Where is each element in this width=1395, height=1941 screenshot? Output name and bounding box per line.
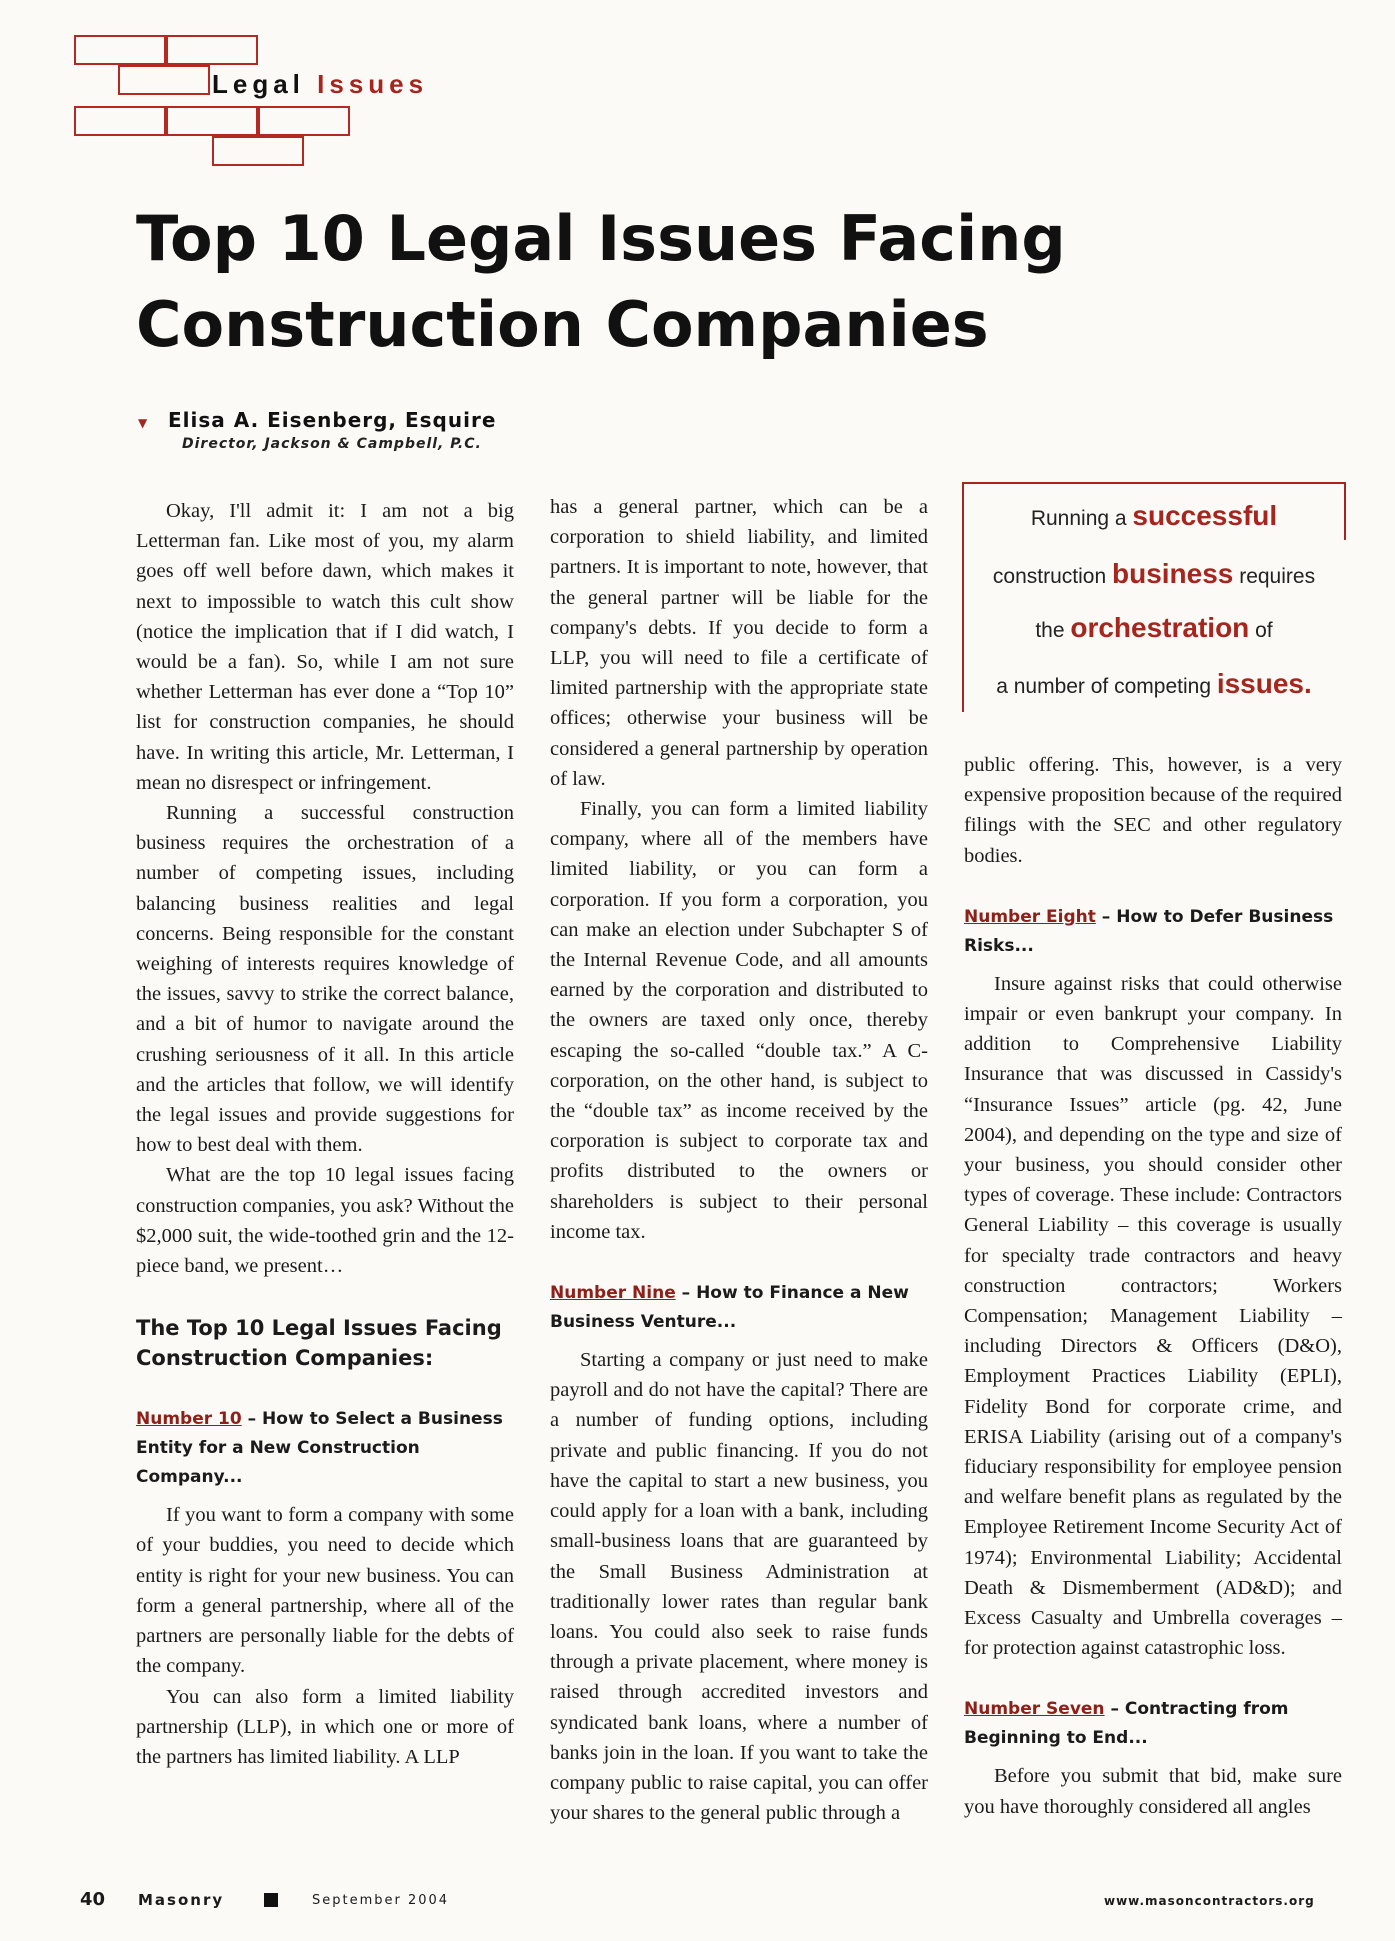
subheading-number: Number Seven [964,1699,1105,1720]
pull-quote [962,482,1346,726]
website-url: www.masoncontractors.org [1104,1894,1315,1908]
pull-quote-line [964,558,1344,590]
subheading-title: – Contracting from Beginning to End... [964,1699,1289,1749]
subheading-title: – How to Finance a New Business Venture... [550,1283,909,1333]
pq-keyword: business [1111,558,1234,589]
author-role: Director, Jackson & Campbell, P.C. [182,436,482,452]
subheading-number-eight [964,903,1342,961]
title-line-1: Top 10 Legal Issues Facing [136,202,1066,275]
subheading-title: – How to Defer Business Risks... [964,906,1334,956]
author-name: Elisa A. Eisenberg, Esquire [168,408,497,432]
paragraph: Starting a company or just need to make payroll and do not have the capital? There are a number of funding options, including private and public financing. If you do not have the capital to start a new business, you could apply for a loan with a bank, including small-business loans that are guaranteed by the Small Business Administration at traditionally lower rates than regular bank loans. You could also seek to raise funds through a private placement, where money is raised through accredited investors and syndicated bank loans, where a number of banks join in the loan. If you want to take the company public to raise capital, you can offer your shares to the general public through a [550,1349,928,1825]
pull-quote-line [964,668,1344,700]
column-1 [136,496,514,1772]
subheading-number: Number Nine [550,1283,676,1304]
column-2 [550,492,928,1828]
section-heading: The Top 10 Legal Issues Facing Construction Companies: [136,1316,502,1371]
pq-keyword: issues. [1216,668,1312,699]
subheading-number: Number Eight [964,906,1096,927]
subheading-number-seven [964,1695,1342,1753]
issue-date: September 2004 [312,1893,450,1908]
paragraph: Running a successful construction business requires the orchestration of a number of competing issues, including balancing business realities and legal concerns. Being responsible for the constant weighing of interests requires knowledge of the issues, savvy to strike the correct balance, and a bit of humor to navigate around the crushing seriousness of it all. In this article and the articles that follow, we will identify the legal issues and provide suggestions for how to best deal with them. [136,802,514,1157]
paragraph: If you want to form a company with some of your buddies, you need to decide which entity is right for your new business. You can form a general partnership, where all of the partners are personally liable for the debts of the company. [136,1504,514,1678]
brick-shape [166,35,258,65]
pq-text: the [1035,619,1071,642]
brick-shape [74,106,166,136]
pq-text: requires [1233,565,1316,588]
byline [138,408,497,452]
magazine-name: Masonry [138,1891,225,1909]
pull-quote-line [964,500,1344,532]
pq-keyword: orchestration [1070,612,1250,643]
pull-quote-frame-gap [1330,540,1350,732]
section-kicker [212,69,428,100]
brick-shape [212,136,304,166]
brick-shape [118,65,210,95]
pull-quote-frame-gap [959,712,977,732]
paragraph: public offering. This, however, is a very expensive proposition because of the required filings with the SEC and other regulatory bodies. [964,754,1342,867]
brick-shape [74,35,166,65]
pull-quote-line [964,612,1344,644]
subheading-number-nine [550,1279,928,1337]
kicker-word-issues: Issues [317,69,429,99]
paragraph: Before you submit that bid, make sure you have thoroughly considered all angles [964,1765,1342,1818]
pq-text: Running a [1030,507,1133,530]
footer-square-icon [264,1893,278,1907]
brick-shape [166,106,258,136]
paragraph: What are the top 10 legal issues facing construction companies, you ask? Without the $2,000 suit, the wide-toothed grin and the 12-piece band, we present… [136,1164,514,1278]
paragraph: Insure against risks that could otherwise impair or even bankrupt your company. In addition to Comprehensive Liability Insurance that was discussed in Cassidy's “Insurance Issues” article (pg. 42, June 2004), and depending on the type and size of your business, you should consider other types of coverage. These include: Contractors General Liability – this coverage is usually for specialty trade contractors and heavy construction contractors; Workers Compensation; Management Liability – including Directors & Officers (D&O), Employment Practices Liability (EPLI), Fidelity Bond for corporate crime, and ERISA Liability (arising out of a company's fiduciary responsibility for employee pension and welfare benefit plans as regulated by the Employee Retirement Income Security Act of 1974); Environmental Liability; Accidental Death & Dismemberment (AD&D); and Excess Casualty and Umbrella coverages – for protection against catastrophic loss. [964,972,1342,1660]
paragraph: Okay, I'll admit it: I am not a big Letterman fan. Like most of you, my alarm goes off well before dawn, which makes it next to impossible to watch this cult show (notice the implication that if I did watch, I would be a fan). So, while I am not sure whether Letterman has ever done a “Top 10” list for construction companies, he should have. In writing this article, Mr. Letterman, I mean no disrespect or infringement. [136,500,514,794]
page-number: 40 [80,1889,106,1910]
pq-text: construction [992,565,1112,588]
pq-text: a number of competing [996,675,1217,698]
column-3 [964,750,1342,1822]
byline-arrow-icon: ▼ [138,416,148,430]
paragraph: has a general partner, which can be a corporation to shield liability, and limited partners. It is important to note, however, that the general partner will be liable for the company's debts. If you decide to form a LLP, you will need to file a certificate of limited partnership with the appropriate state offices; otherwise your business will be considered a general partnership by operation of law. [550,496,928,790]
subheading-number: Number 10 [136,1409,242,1430]
paragraph: You can also form a limited liability partnership (LLP), in which one or more of the partners has limited liability. A LLP [136,1685,514,1768]
paragraph: Finally, you can form a limited liability company, where all of the members have limited liability, or you can form a corporation. If you form a corporation, you can make an election under Subchapter S of the Internal Revenue Code, and all amounts earned by the corporation and distributed to the owners are taxed only once, thereby escaping the so-called “double tax.” A C-corporation, on the other hand, is subject to the “double tax” as income received by the corporation is subject to corporate tax and profits distributed to the owners or shareholders is subject to their personal income tax. [550,798,928,1243]
pq-keyword: successful [1132,500,1278,531]
subheading-number-10 [136,1405,514,1492]
kicker-word-legal: Legal [212,69,305,99]
article-title [136,196,1316,368]
brick-shape [258,106,350,136]
subheading-title: – How to Select a Business Entity for a New Construction Company... [136,1409,503,1488]
title-line-2: Construction Companies [136,288,989,361]
pq-text: of [1249,619,1273,642]
